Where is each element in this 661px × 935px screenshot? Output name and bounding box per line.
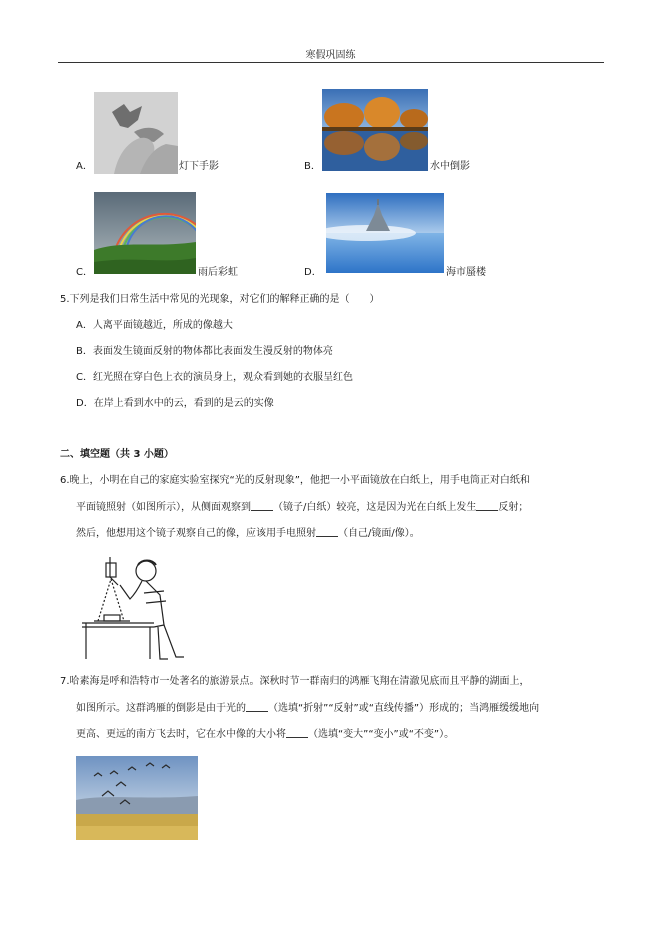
q5-option-d: D．在岸上看到水中的云，看到的是云的实像 <box>76 398 274 409</box>
q7-line2-part1: 如图所示。这群鸿雁的倒影是由于光的 <box>76 703 246 714</box>
rainbow-photo-icon <box>94 192 196 274</box>
q7-line3-part2: （选填“变大”“变小”或“不变”）。 <box>308 729 455 740</box>
q5-stem: 5.下列是我们日常生活中常见的光现象，对它们的解释正确的是（ ） <box>60 294 380 305</box>
q5-option-a: A．人离平面镜越近，所成的像越大 <box>76 320 233 331</box>
header-divider <box>58 62 604 63</box>
option-c-caption: 雨后彩虹 <box>198 267 238 278</box>
q6-line2-part2: （镜子/白纸）较亮，这是因为光在白纸上发生 <box>273 502 477 513</box>
option-b-caption: 水中倒影 <box>430 161 470 172</box>
option-d-caption: 海市蜃楼 <box>446 267 486 278</box>
q5-option-b: B．表面发生镜面反射的物体都比表面发生漫反射的物体亮 <box>76 346 333 357</box>
q6-line1: 6.晚上，小明在自己的家庭实验室探究“光的反射现象”，他把一小平面镜放在白纸上，用手电筒正对白纸和 <box>60 475 530 486</box>
option-c-letter: C． <box>76 267 93 278</box>
q7-blank-1[interactable] <box>246 701 268 712</box>
q6-line3-part2: （自己/镜面/像）。 <box>338 528 420 539</box>
option-d-letter: D． <box>304 267 322 278</box>
geese-over-lake-photo-icon <box>76 756 198 840</box>
q5-option-c: C．红光照在穿白色上衣的演员身上，观众看到她的衣服呈红色 <box>76 372 353 383</box>
q7-line2-part2: （选填“折射”“反射”或“直线传播”）形成的；当鸿雁缓缓地向 <box>268 703 540 714</box>
q6-line3 <box>76 526 420 541</box>
q7-line1: 7.哈素海是呼和浩特市一处著名的旅游景点。深秋时节一群南归的鸿雁飞翔在清澈见底而且平静的湖面上， <box>60 676 530 687</box>
q7-line3-part1: 更高、更远的南方飞去时，它在水中像的大小将 <box>76 729 286 740</box>
mirage-photo-icon <box>326 193 444 273</box>
option-a-letter: A． <box>76 161 93 172</box>
q6-line2 <box>76 500 528 515</box>
section-heading: 二、填空题（共 3 小题） <box>60 449 174 460</box>
page-header-title: 寒假巩固练 <box>305 50 356 61</box>
q7-blank-2[interactable] <box>286 727 308 738</box>
q6-line2-part1: 平面镜照射（如图所示），从侧面观察到 <box>76 502 251 513</box>
q7-line3 <box>76 727 454 742</box>
option-a-caption: 灯下手影 <box>179 161 219 172</box>
boy-flashlight-illustration-icon <box>80 555 190 661</box>
q6-blank-3[interactable] <box>316 526 338 537</box>
option-b-letter: B． <box>304 161 321 172</box>
q6-blank-1[interactable] <box>251 500 273 511</box>
q6-line2-part3: 反射； <box>498 502 529 513</box>
water-reflection-photo-icon <box>322 89 428 171</box>
hand-shadow-photo-icon <box>94 92 178 174</box>
q6-line3-part1: 然后，他想用这个镜子观察自己的像，应该用手电照射 <box>76 528 316 539</box>
q7-line2 <box>76 701 539 716</box>
q6-blank-2[interactable] <box>476 500 498 511</box>
